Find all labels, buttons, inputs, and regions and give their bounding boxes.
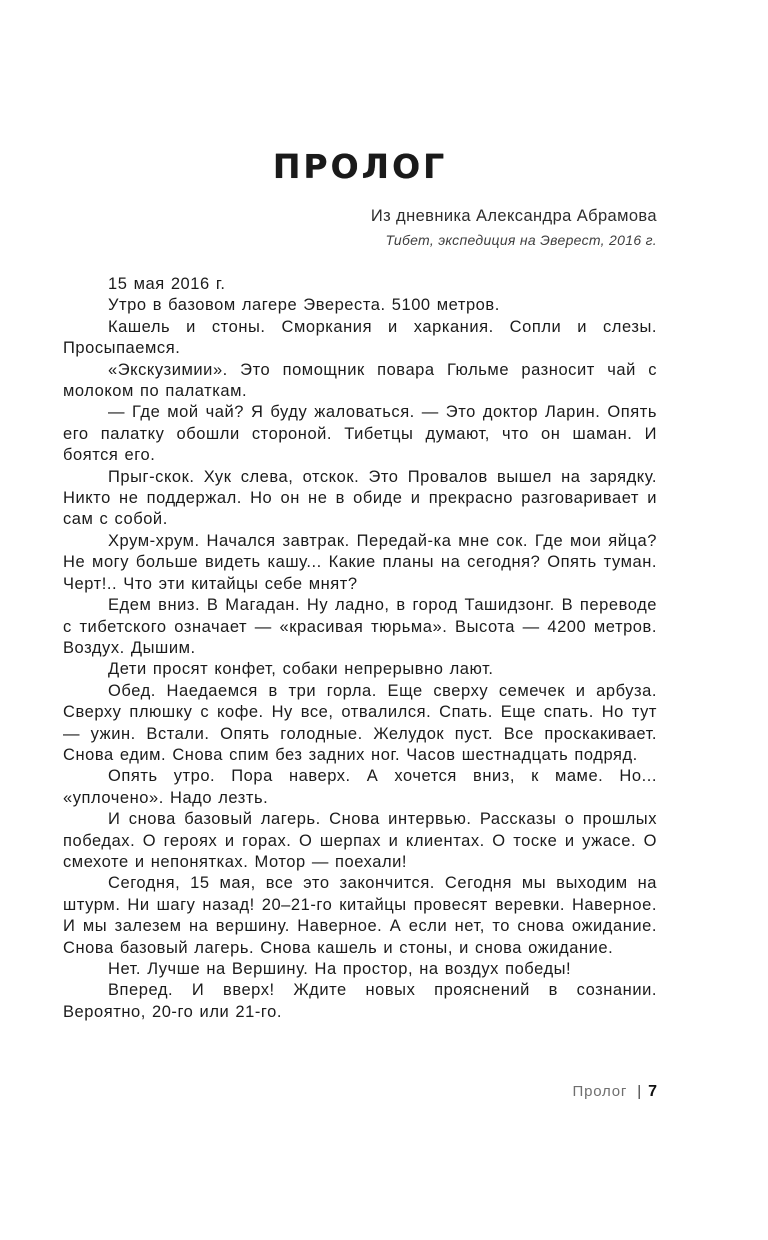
paragraph: Обед. Наедаемся в три горла. Еще сверху семечек и арбуза. Сверху плюшку с кофе. Ну все, отвалился. Спать. Еще спать. Но тут — ужин. Встали. Опять голодные. Желудок пуст. Все проскакивает. Снова едим. Снова спим без задних ног. Часов шестнадцать подряд.	[63, 681, 657, 764]
paragraph: Кашель и стоны. Сморкания и харкания. Сопли и слезы. Просыпаемся.	[63, 317, 657, 358]
chapter-title: ПРОЛОГ	[272, 147, 448, 187]
epigraph	[63, 207, 657, 248]
paragraph: Сегодня, 15 мая, все это закончится. Сегодня мы выходим на штурм. Ни шагу назад! 20–21-го китайцы провесят веревки. Наверное. И мы залезем на вершину. Наверное. А если нет, то снова ожидание. Снова базовый лагерь. Снова кашель и стоны, и снова ожидание.	[63, 874, 657, 957]
page-footer	[63, 1083, 657, 1101]
paragraph: И снова базовый лагерь. Снова интервью. Рассказы о прошлых победах. О героях и горах. О шерпах и клиентах. О тоске и ужасе. О смехоте и непонятках. Мотор — поехали!	[63, 810, 657, 871]
paragraph: Прыг-скок. Хук слева, отскок. Это Провалов вышел на зарядку. Никто не поддержал. Но он не в обиде и прекрасно разговаривает и сам с собой.	[63, 467, 657, 529]
footer-chapter-label: Пролог	[572, 1083, 628, 1100]
paragraph: Едем вниз. В Магадан. Ну ладно, в город Ташидзонг. В переводе с тибетского означает — «красивая тюрьма». Высота — 4200 метров. Воздух. Дышим.	[63, 596, 657, 657]
epigraph-attribution: Из дневника Александра Абрамова	[370, 207, 657, 225]
paragraph: 15 мая 2016 г.	[108, 275, 226, 293]
paragraph: Дети просят конфет, собаки непрерывно лают.	[108, 660, 494, 679]
paragraph: — Где мой чай? Я буду жаловаться. — Это доктор Ларин. Опять его палатку обошли стороной. Тибетцы думают, что он шаман. И боятся его.	[63, 403, 657, 465]
footer-page-number: 7	[648, 1083, 657, 1100]
footer-separator: |	[637, 1083, 642, 1100]
epigraph-source: Тибет, экспедиция на Эверест, 2016 г.	[385, 232, 657, 248]
paragraph: «Экскузимии». Это помощник повара Гюльме разносит чай с молоком по палаткам.	[63, 360, 657, 401]
paragraph: Хрум-хрум. Начался завтрак. Передай-ка мне сок. Где мои яйца? Не могу больше видеть кашу... Какие планы на сегодня? Опять туман. Черт!.. Что эти китайцы себе мнят?	[63, 531, 657, 593]
paragraph: Нет. Лучше на Вершину. На простор, на воздух победы!	[108, 960, 572, 978]
body-text	[63, 274, 657, 1023]
paragraph: Опять утро. Пора наверх. А хочется вниз, к маме. Но... «уплочено». Надо лезть.	[63, 767, 657, 807]
paragraph: Вперед. И вверх! Ждите новых прояснений в сознании. Вероятно, 20-го или 21-го.	[63, 981, 657, 1021]
paragraph: Утро в базовом лагере Эвереста. 5100 метров.	[108, 296, 500, 315]
